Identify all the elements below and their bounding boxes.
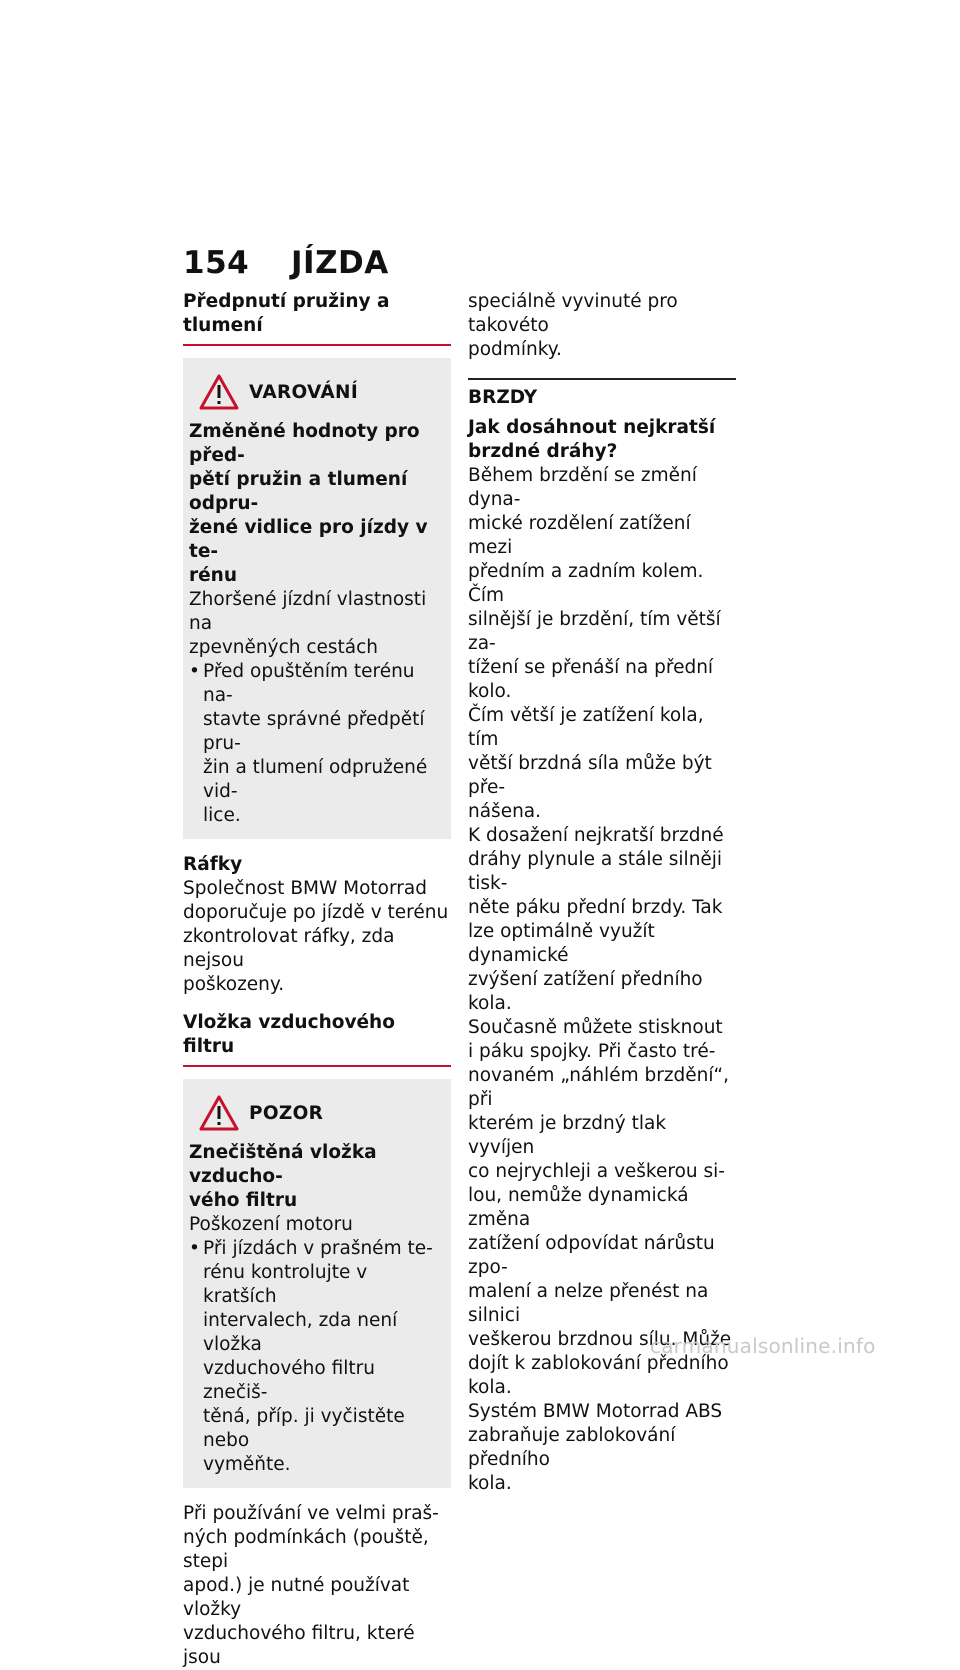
text-line: Systém BMW Motorrad ABS <box>468 1401 723 1422</box>
bullet-line: žin a tlumení odpružené vid- <box>203 757 428 802</box>
subsection-title-line: brzdné dráhy? <box>468 441 618 462</box>
bullet-text <box>203 660 439 828</box>
text-line: malení a nelze přenést na silnici <box>468 1281 709 1326</box>
section-divider <box>468 378 736 380</box>
text-line: podmínky. <box>468 339 562 360</box>
notice-title-line: vého filtru <box>189 1190 298 1211</box>
bullet-line: intervalech, zda není vložka <box>203 1310 398 1355</box>
text-line: speciálně vyvinuté pro takovéto <box>468 291 678 336</box>
notice-title-line: pětí pružin a tlumení odpru- <box>189 469 408 514</box>
bullet-line: vyměňte. <box>203 1454 291 1475</box>
notice-header <box>189 370 439 414</box>
bullet-line: Před opuštěním terénu na- <box>203 661 415 706</box>
notice-title <box>189 420 439 588</box>
notice-title-line: Znečištěná vložka vzducho- <box>189 1142 377 1187</box>
bullet-text <box>203 1237 439 1477</box>
text-line: lze optimálně využít dynamické <box>468 921 655 966</box>
section-title-spring: Předpnutí pružiny a tlumení <box>183 291 390 336</box>
bullet-line: rénu kontrolujte v kratších <box>203 1262 368 1307</box>
caution-notice <box>183 1079 451 1488</box>
watermark: carmanualsonline.info <box>650 1334 876 1358</box>
text-line: kterém je brzdný tlak vyvíjen <box>468 1113 667 1158</box>
section-title-air-filter: Vložka vzduchového filtru <box>183 1012 395 1057</box>
text-line: ných podmínkách (pouště, stepi <box>183 1527 429 1572</box>
notice-title <box>189 1141 439 1213</box>
text-line: Při používání ve velmi praš- <box>183 1503 439 1524</box>
bullet-line: lice. <box>203 805 241 826</box>
text-line: zkontrolovat ráfky, zda nejsou <box>183 926 395 971</box>
notice-body-line: Zhoršené jízdní vlastnosti na <box>189 589 427 634</box>
text-line: poškozeny. <box>183 974 285 995</box>
notice-body-line: Poškození motoru <box>189 1214 353 1235</box>
text-line: zvýšení zatížení předního kola. <box>468 969 703 1014</box>
page-header <box>183 245 389 281</box>
notice-header <box>189 1091 439 1135</box>
text-line: Současně můžete stisknout <box>468 1017 723 1038</box>
bullet-dot: • <box>189 661 200 682</box>
notice-bullet <box>189 1237 439 1477</box>
left-column <box>183 290 451 1670</box>
text-line: co nejrychleji a veškerou si- <box>468 1161 725 1182</box>
text-line: něte páku přední brzdy. Tak <box>468 897 723 918</box>
text-line: nášena. <box>468 801 542 822</box>
air-filter-paragraph <box>183 1502 451 1670</box>
subsection-title-line: Jak dosáhnout nejkratší <box>468 417 716 438</box>
notice-bullet <box>189 660 439 828</box>
text-line: dráhy plynule a stále silněji tisk- <box>468 849 723 894</box>
text-line: silnější je brzdění, tím větší za- <box>468 609 721 654</box>
text-line: mické rozdělení zatížení mezi <box>468 513 691 558</box>
right-column <box>468 290 736 1496</box>
notice-label: POZOR <box>249 1102 324 1124</box>
text-line: Během brzdění se změní dyna- <box>468 465 697 510</box>
notice-body <box>189 1213 439 1237</box>
text-line: kola. <box>468 1377 512 1398</box>
section-divider <box>183 1065 451 1067</box>
text-line: Společnost BMW Motorrad <box>183 878 427 899</box>
bullet-line: vzduchového filtru znečiš- <box>203 1358 375 1403</box>
subsection-title-braking-distance <box>468 416 736 464</box>
text-line: zatížení odpovídat nárůstu zpo- <box>468 1233 715 1278</box>
text-line: K dosažení nejkratší brzdné <box>468 825 724 846</box>
page-number: 154 <box>183 245 250 281</box>
text-line: předním a zadním kolem. Čím <box>468 561 704 606</box>
text-line: kola. <box>468 1473 512 1494</box>
bullet-dot: • <box>189 1238 200 1259</box>
notice-body <box>189 588 439 660</box>
warning-triangle-icon <box>189 1094 249 1132</box>
chapter-title: JÍZDA <box>291 245 389 281</box>
text-line: doporučuje po jízdě v terénu <box>183 902 449 923</box>
notice-label: VAROVÁNÍ <box>249 381 359 403</box>
text-line: Čím větší je zatížení kola, tím <box>468 705 704 750</box>
text-line: vzduchového filtru, které jsou <box>183 1623 415 1668</box>
section-title-brakes: BRZDY <box>468 387 538 408</box>
section-divider <box>183 344 451 346</box>
bullet-line: těná, příp. ji vyčistěte nebo <box>203 1406 405 1451</box>
notice-title-line: Změněné hodnoty pro před- <box>189 421 420 466</box>
text-line: veškerou brzdnou sílu. Může <box>468 1329 732 1350</box>
text-line: větší brzdná síla může být pře- <box>468 753 712 798</box>
warning-notice <box>183 358 451 839</box>
text-line: novaném „náhlém brzdění“, při <box>468 1065 729 1110</box>
notice-body-line: zpevněných cestách <box>189 637 379 658</box>
notice-title-line: žené vidlice pro jízdy v te- <box>189 517 428 562</box>
bullet-line: stavte správné předpětí pru- <box>203 709 425 754</box>
text-line: i páku spojky. Při často tré- <box>468 1041 716 1062</box>
warning-triangle-icon <box>189 373 249 411</box>
text-line: lou, nemůže dynamická změna <box>468 1185 689 1230</box>
notice-title-line: rénu <box>189 565 238 586</box>
continued-paragraph <box>468 290 736 362</box>
text-line: tížení se přenáší na přední kolo. <box>468 657 714 702</box>
text-line: zabraňuje zablokování předního <box>468 1425 676 1470</box>
text-line: apod.) je nutné používat vložky <box>183 1575 410 1620</box>
bullet-line: Při jízdách v prašném te- <box>203 1238 433 1259</box>
text-line: dojít k zablokování předního <box>468 1353 729 1374</box>
subsection-title-rims: Ráfky <box>183 854 243 875</box>
rims-paragraph <box>183 877 451 997</box>
